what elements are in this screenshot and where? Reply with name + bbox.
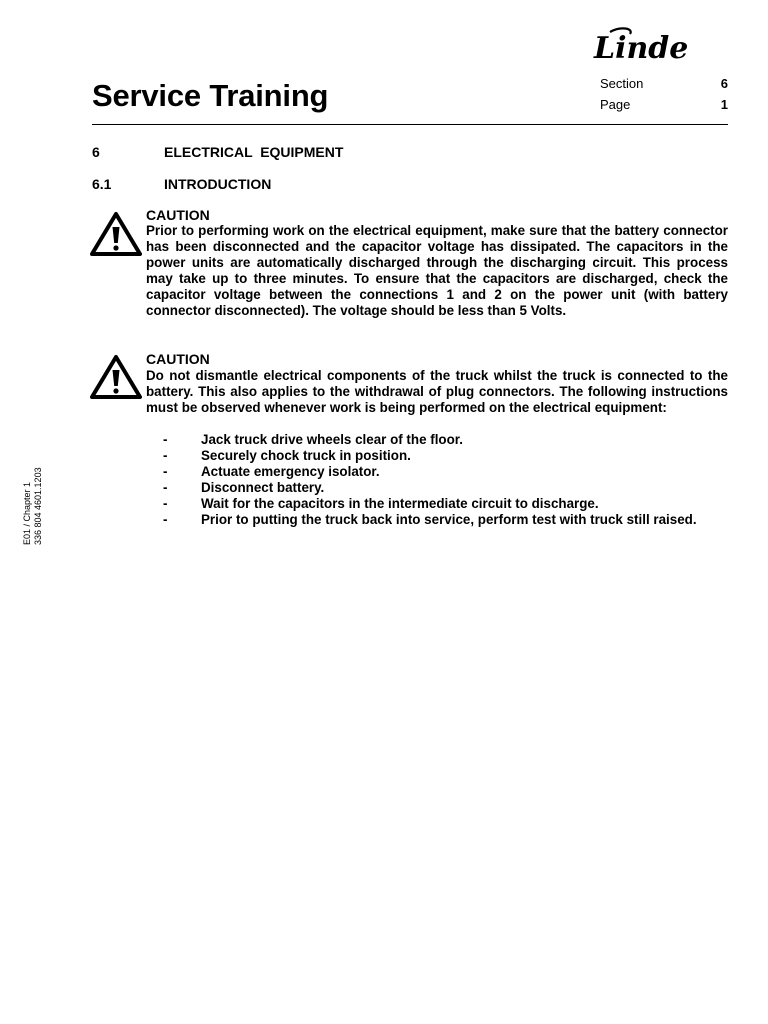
document-reference (22, 467, 44, 545)
list-item-text: Wait for the capacitors in the intermediate circuit to discharge. (201, 496, 599, 511)
part-number: 336 804 4601.1203 (33, 467, 43, 545)
list-item-text: Securely chock truck in position. (201, 448, 411, 463)
section-number: 6 (720, 76, 728, 91)
chapter-title: ELECTRICAL EQUIPMENT (164, 144, 344, 160)
warning-triangle-icon (90, 354, 142, 400)
caution-text: Prior to performing work on the electrical equipment, make sure that the battery connector has been disconnected and the capacitor voltage has dissipated. The capacitors in the power units are automatically discharged through the discharging circuit. This process may take up to three minutes. To ensure that the capacitors are discharged, check the capacitor voltage between the connections 1 and 2 on the power unit (with battery connector disconnected). The voltage should be less than 5 Volts. (146, 223, 728, 318)
list-dash: - (163, 448, 168, 463)
caution-text: Do not dismantle electrical components of the truck whilst the truck is connected to the battery. This also applies to the withdrawal of plug connectors. The following instructions must be observed whenever work is being performed on the electrical equipment: (146, 368, 728, 415)
list-dash: - (163, 512, 168, 527)
page-number: 1 (720, 97, 728, 112)
page-title: Service Training (92, 78, 329, 113)
list-item-text: Disconnect battery. (201, 480, 325, 495)
list-dash: - (163, 432, 168, 447)
list-dash: - (163, 480, 168, 495)
caution-label: CAUTION (146, 207, 210, 223)
list-dash: - (163, 496, 168, 511)
list-item-text: Jack truck drive wheels clear of the floor. (201, 432, 463, 447)
chapter-number: 6 (92, 144, 100, 160)
section-label: Section (600, 76, 644, 91)
logo-text: Linde (594, 31, 689, 64)
page-label: Page (600, 97, 631, 112)
list-item-text: Actuate emergency isolator. (201, 464, 380, 479)
subchapter-title: INTRODUCTION (164, 176, 272, 192)
caution-label: CAUTION (146, 351, 210, 367)
header-rule (92, 124, 728, 125)
subchapter-number: 6.1 (92, 176, 112, 192)
linde-logo (590, 24, 730, 64)
list-item-text: Prior to putting the truck back into service, perform test with truck still raised. (201, 512, 697, 527)
chapter-reference: E01 / Chapter 1 (22, 481, 32, 545)
warning-triangle-icon (90, 211, 142, 257)
list-dash: - (163, 464, 168, 479)
